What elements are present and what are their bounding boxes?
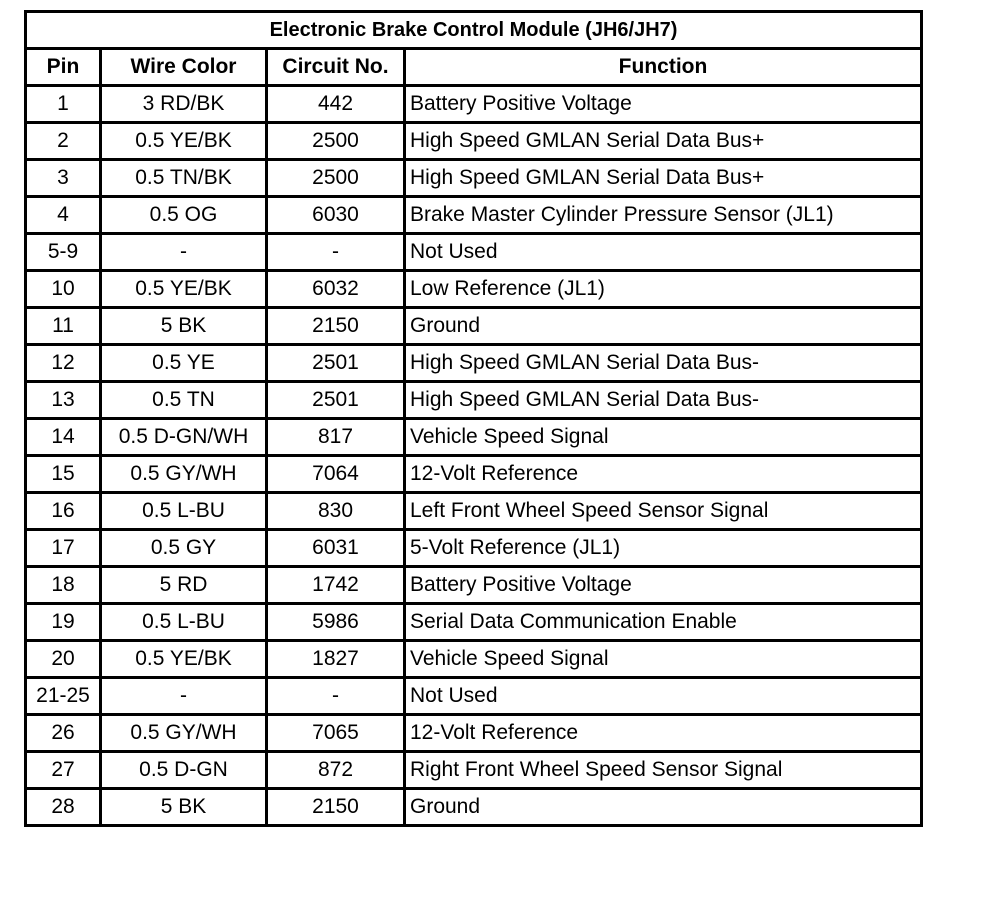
cell-pin: 18 [26,567,101,604]
cell-circuit-no: 1827 [267,641,405,678]
cell-function: 12-Volt Reference [405,715,922,752]
title-row [26,12,922,49]
cell-pin: 5-9 [26,234,101,271]
cell-circuit-no: 2150 [267,789,405,826]
table-row [26,271,922,308]
table-row [26,160,922,197]
cell-wire-color: 0.5 TN [101,382,267,419]
cell-pin: 1 [26,86,101,123]
cell-wire-color: 5 RD [101,567,267,604]
cell-wire-color: 0.5 GY/WH [101,715,267,752]
cell-circuit-no: 2501 [267,345,405,382]
cell-wire-color: 0.5 L-BU [101,604,267,641]
cell-circuit-no: 2501 [267,382,405,419]
cell-circuit-no: 442 [267,86,405,123]
cell-circuit-no: 2500 [267,123,405,160]
cell-pin: 17 [26,530,101,567]
cell-circuit-no: 2500 [267,160,405,197]
cell-pin: 26 [26,715,101,752]
table-row [26,456,922,493]
cell-circuit-no: 5986 [267,604,405,641]
table-row [26,493,922,530]
cell-function: Vehicle Speed Signal [405,641,922,678]
cell-wire-color: 0.5 GY/WH [101,456,267,493]
cell-function: Low Reference (JL1) [405,271,922,308]
cell-circuit-no: 6030 [267,197,405,234]
cell-function: High Speed GMLAN Serial Data Bus+ [405,160,922,197]
cell-wire-color: 5 BK [101,789,267,826]
cell-wire-color: 0.5 TN/BK [101,160,267,197]
cell-pin: 4 [26,197,101,234]
cell-circuit-no: 817 [267,419,405,456]
table-row [26,197,922,234]
cell-wire-color: 0.5 YE [101,345,267,382]
cell-function: Serial Data Communication Enable [405,604,922,641]
cell-circuit-no: 6031 [267,530,405,567]
cell-circuit-no: 1742 [267,567,405,604]
cell-function: Ground [405,789,922,826]
cell-pin: 15 [26,456,101,493]
table-row [26,752,922,789]
table-row [26,678,922,715]
cell-pin: 3 [26,160,101,197]
table-row [26,715,922,752]
header-wire-color: Wire Color [101,49,267,86]
cell-pin: 20 [26,641,101,678]
cell-wire-color: 0.5 GY [101,530,267,567]
cell-circuit-no: 2150 [267,308,405,345]
header-circuit-no: Circuit No. [267,49,405,86]
cell-function: Battery Positive Voltage [405,86,922,123]
cell-wire-color: 0.5 YE/BK [101,271,267,308]
table-title: Electronic Brake Control Module (JH6/JH7) [26,12,922,49]
cell-pin: 28 [26,789,101,826]
table-row [26,604,922,641]
cell-circuit-no: 6032 [267,271,405,308]
cell-circuit-no: 872 [267,752,405,789]
cell-circuit-no: 830 [267,493,405,530]
table-row [26,123,922,160]
table-row [26,789,922,826]
table-row [26,234,922,271]
table-row [26,641,922,678]
cell-function: Not Used [405,234,922,271]
cell-function: High Speed GMLAN Serial Data Bus+ [405,123,922,160]
cell-pin: 27 [26,752,101,789]
cell-wire-color: - [101,678,267,715]
table-body [26,86,922,826]
cell-function: Left Front Wheel Speed Sensor Signal [405,493,922,530]
table-row [26,86,922,123]
table-row [26,530,922,567]
cell-pin: 11 [26,308,101,345]
header-function: Function [405,49,922,86]
cell-function: Ground [405,308,922,345]
table-row [26,308,922,345]
cell-pin: 12 [26,345,101,382]
header-pin: Pin [26,49,101,86]
cell-function: 5-Volt Reference (JL1) [405,530,922,567]
cell-wire-color: - [101,234,267,271]
cell-function: Battery Positive Voltage [405,567,922,604]
cell-pin: 13 [26,382,101,419]
cell-pin: 10 [26,271,101,308]
cell-wire-color: 0.5 YE/BK [101,641,267,678]
cell-pin: 19 [26,604,101,641]
cell-wire-color: 0.5 D-GN [101,752,267,789]
header-row [26,49,922,86]
cell-wire-color: 3 RD/BK [101,86,267,123]
cell-wire-color: 0.5 L-BU [101,493,267,530]
cell-function: Brake Master Cylinder Pressure Sensor (JL1) [405,197,922,234]
pinout-table [24,10,923,827]
cell-wire-color: 0.5 D-GN/WH [101,419,267,456]
cell-circuit-no: - [267,678,405,715]
cell-function: Not Used [405,678,922,715]
cell-function: High Speed GMLAN Serial Data Bus- [405,345,922,382]
table-row [26,382,922,419]
cell-pin: 2 [26,123,101,160]
table-row [26,345,922,382]
table-row [26,567,922,604]
cell-wire-color: 0.5 OG [101,197,267,234]
cell-wire-color: 0.5 YE/BK [101,123,267,160]
cell-wire-color: 5 BK [101,308,267,345]
cell-function: 12-Volt Reference [405,456,922,493]
cell-circuit-no: - [267,234,405,271]
cell-pin: 14 [26,419,101,456]
cell-circuit-no: 7064 [267,456,405,493]
cell-pin: 21-25 [26,678,101,715]
cell-function: Right Front Wheel Speed Sensor Signal [405,752,922,789]
table-row [26,419,922,456]
cell-function: Vehicle Speed Signal [405,419,922,456]
cell-pin: 16 [26,493,101,530]
cell-function: High Speed GMLAN Serial Data Bus- [405,382,922,419]
cell-circuit-no: 7065 [267,715,405,752]
